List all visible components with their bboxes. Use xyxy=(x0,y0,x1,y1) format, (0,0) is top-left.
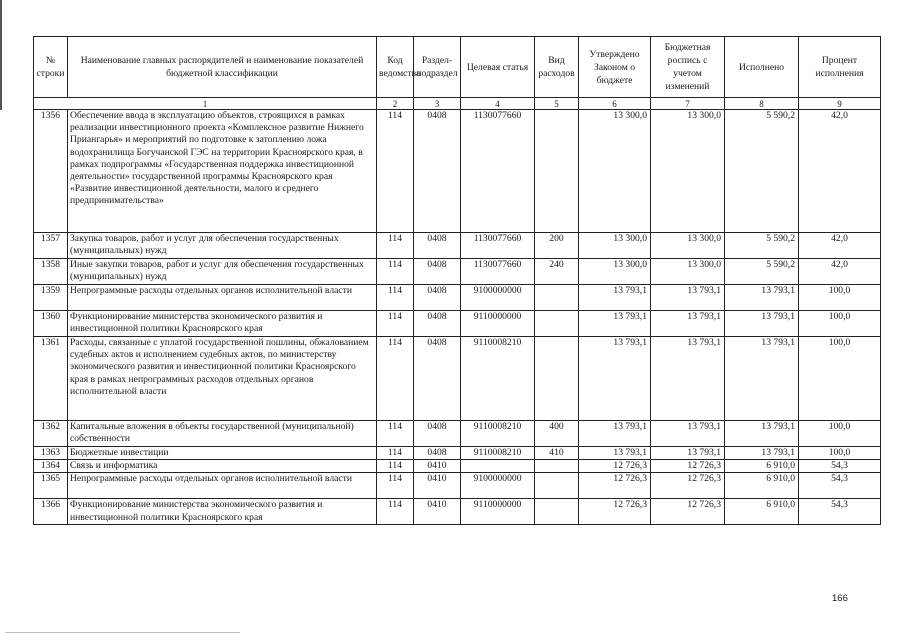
section-code: 0410 xyxy=(414,473,461,499)
roster-amount: 13 793,1 xyxy=(651,285,725,311)
execution-percent: 54,3 xyxy=(799,499,881,525)
section-code: 0408 xyxy=(414,110,461,233)
execution-percent: 100,0 xyxy=(799,285,881,311)
department-code: 114 xyxy=(377,311,414,337)
section-code: 0408 xyxy=(414,311,461,337)
table-row xyxy=(34,499,881,525)
approved-amount: 13 300,0 xyxy=(579,233,651,259)
row-number: 1365 xyxy=(34,473,68,499)
department-code: 114 xyxy=(377,110,414,233)
section-code: 0408 xyxy=(414,421,461,447)
header-executed: Исполнено xyxy=(725,37,799,98)
expense-type: 240 xyxy=(535,259,579,285)
execution-percent: 42,0 xyxy=(799,110,881,233)
roster-amount: 12 726,3 xyxy=(651,473,725,499)
department-code: 114 xyxy=(377,285,414,311)
roster-amount: 13 300,0 xyxy=(651,259,725,285)
executed-amount: 13 793,1 xyxy=(725,285,799,311)
row-number: 1361 xyxy=(34,337,68,421)
expense-type xyxy=(535,499,579,525)
table-row xyxy=(34,337,881,421)
department-code: 114 xyxy=(377,233,414,259)
roster-amount: 13 793,1 xyxy=(651,447,725,460)
section-code: 0408 xyxy=(414,447,461,460)
department-code: 114 xyxy=(377,499,414,525)
execution-percent: 100,0 xyxy=(799,447,881,460)
roster-amount: 12 726,3 xyxy=(651,460,725,473)
approved-amount: 13 793,1 xyxy=(579,311,651,337)
row-number: 1362 xyxy=(34,421,68,447)
table-row xyxy=(34,233,881,259)
target-article: 1130077660 xyxy=(461,233,535,259)
row-number: 1366 xyxy=(34,499,68,525)
approved-amount: 12 726,3 xyxy=(579,473,651,499)
header-expense-type: Вид расходов xyxy=(535,37,579,98)
header-target-article: Целевая статья xyxy=(461,37,535,98)
expense-type xyxy=(535,460,579,473)
table-header-row xyxy=(34,37,881,98)
roster-amount: 13 793,1 xyxy=(651,421,725,447)
execution-percent: 100,0 xyxy=(799,311,881,337)
row-number: 1363 xyxy=(34,447,68,460)
executed-amount: 13 793,1 xyxy=(725,311,799,337)
executed-amount: 6 910,0 xyxy=(725,499,799,525)
page-number: 166 xyxy=(832,593,848,604)
column-number: 3 xyxy=(414,98,461,110)
row-name: Бюджетные инвестиции xyxy=(68,447,377,460)
approved-amount: 13 793,1 xyxy=(579,447,651,460)
executed-amount: 6 910,0 xyxy=(725,473,799,499)
column-number-row xyxy=(34,98,881,110)
approved-amount: 13 793,1 xyxy=(579,337,651,421)
executed-amount: 5 590,2 xyxy=(725,233,799,259)
row-name: Непрограммные расходы отдельных органов исполнительной власти xyxy=(68,473,377,499)
row-name: Закупка товаров, работ и услуг для обеспечения государственных (муниципальных) нужд xyxy=(68,233,377,259)
row-name: Иные закупки товаров, работ и услуг для обеспечения государственных (муниципальных) нужд xyxy=(68,259,377,285)
table-row xyxy=(34,421,881,447)
row-name: Обеспечение ввода в эксплуатацию объектов, строящихся в рамках реализации инвестиционного проекта «Комплексное развитие Нижнего Приангарья» и мероприятий по подготовке к затоплению ложа водохранилища Богучанской ГЭС на территории Красноярского края, в рамках подпрограммы «Государственная поддержка инвестиционной деятельности» государственной программы Красноярского края «Развитие инвестиционной деятельности, малого и среднего предпринимательства» xyxy=(68,110,377,233)
approved-amount: 13 300,0 xyxy=(579,259,651,285)
execution-percent: 54,3 xyxy=(799,473,881,499)
roster-amount: 13 300,0 xyxy=(651,110,725,233)
column-number: 8 xyxy=(725,98,799,110)
row-name: Расходы, связанные с уплатой государственной пошлины, обжалованием судебных актов и исполнением судебных актов, по министерству экономического развития и инвестиционной политики Красноярского края в рамках непрограммных расходов отдельных органов исполнительной власти xyxy=(68,337,377,421)
executed-amount: 13 793,1 xyxy=(725,421,799,447)
section-code: 0410 xyxy=(414,499,461,525)
executed-amount: 5 590,2 xyxy=(725,259,799,285)
expense-type xyxy=(535,337,579,421)
column-number: 9 xyxy=(799,98,881,110)
department-code: 114 xyxy=(377,259,414,285)
header-department-code: Код ведомства xyxy=(377,37,414,98)
approved-amount: 13 300,0 xyxy=(579,110,651,233)
executed-amount: 6 910,0 xyxy=(725,460,799,473)
target-article: 1130077660 xyxy=(461,259,535,285)
row-name: Капитальные вложения в объекты государственной (муниципальной) собственности xyxy=(68,421,377,447)
section-code: 0408 xyxy=(414,233,461,259)
table-row xyxy=(34,259,881,285)
expense-type xyxy=(535,311,579,337)
department-code: 114 xyxy=(377,473,414,499)
roster-amount: 13 300,0 xyxy=(651,233,725,259)
approved-amount: 13 793,1 xyxy=(579,421,651,447)
row-number: 1358 xyxy=(34,259,68,285)
header-name: Наименование главных распорядителей и наименование показателей бюджетной классификации xyxy=(68,37,377,98)
column-number: 6 xyxy=(579,98,651,110)
target-article: 9110000000 xyxy=(461,499,535,525)
column-number: 4 xyxy=(461,98,535,110)
column-number: 2 xyxy=(377,98,414,110)
executed-amount: 13 793,1 xyxy=(725,337,799,421)
department-code: 114 xyxy=(377,421,414,447)
column-number: 7 xyxy=(651,98,725,110)
scan-margin-line xyxy=(0,0,2,110)
header-section: Раздел-подраздел xyxy=(414,37,461,98)
row-name: Связь и информатика xyxy=(68,460,377,473)
table-row xyxy=(34,285,881,311)
table-row xyxy=(34,110,881,233)
approved-amount: 13 793,1 xyxy=(579,285,651,311)
expense-type xyxy=(535,110,579,233)
department-code: 114 xyxy=(377,447,414,460)
target-article: 9110000000 xyxy=(461,311,535,337)
row-number: 1356 xyxy=(34,110,68,233)
header-percent: Процент исполнения xyxy=(799,37,881,98)
section-code: 0408 xyxy=(414,285,461,311)
target-article: 9110008210 xyxy=(461,447,535,460)
row-name: Функционирование министерства экономического развития и инвестиционной политики Красноярского края xyxy=(68,311,377,337)
target-article: 9100000000 xyxy=(461,473,535,499)
executed-amount: 13 793,1 xyxy=(725,447,799,460)
budget-execution-table xyxy=(33,36,881,525)
target-article xyxy=(461,460,535,473)
execution-percent: 100,0 xyxy=(799,421,881,447)
target-article: 1130077660 xyxy=(461,110,535,233)
execution-percent: 100,0 xyxy=(799,337,881,421)
approved-amount: 12 726,3 xyxy=(579,499,651,525)
expense-type xyxy=(535,285,579,311)
expense-type: 410 xyxy=(535,447,579,460)
table-row xyxy=(34,447,881,460)
table-row xyxy=(34,473,881,499)
roster-amount: 12 726,3 xyxy=(651,499,725,525)
column-number: 5 xyxy=(535,98,579,110)
row-number: 1357 xyxy=(34,233,68,259)
row-number: 1360 xyxy=(34,311,68,337)
approved-amount: 12 726,3 xyxy=(579,460,651,473)
expense-type: 200 xyxy=(535,233,579,259)
expense-type: 400 xyxy=(535,421,579,447)
department-code: 114 xyxy=(377,337,414,421)
section-code: 0408 xyxy=(414,337,461,421)
row-number: 1359 xyxy=(34,285,68,311)
roster-amount: 13 793,1 xyxy=(651,337,725,421)
department-code: 114 xyxy=(377,460,414,473)
target-article: 9110008210 xyxy=(461,421,535,447)
section-code: 0408 xyxy=(414,259,461,285)
roster-amount: 13 793,1 xyxy=(651,311,725,337)
row-name: Функционирование министерства экономического развития и инвестиционной политики Красноярского края xyxy=(68,499,377,525)
table-row xyxy=(34,311,881,337)
row-name: Непрограммные расходы отдельных органов исполнительной власти xyxy=(68,285,377,311)
header-row-number: № строки xyxy=(34,37,68,98)
row-number: 1364 xyxy=(34,460,68,473)
header-budget-roster: Бюджетная роспись с учетом изменений xyxy=(651,37,725,98)
header-approved: Утверждено Законом о бюджете xyxy=(579,37,651,98)
execution-percent: 42,0 xyxy=(799,233,881,259)
scan-artifact-line xyxy=(5,632,240,633)
table-row xyxy=(34,460,881,473)
target-article: 9100000000 xyxy=(461,285,535,311)
budget-table-sheet xyxy=(33,36,881,525)
expense-type xyxy=(535,473,579,499)
execution-percent: 42,0 xyxy=(799,259,881,285)
section-code: 0410 xyxy=(414,460,461,473)
target-article: 9110008210 xyxy=(461,337,535,421)
executed-amount: 5 590,2 xyxy=(725,110,799,233)
column-number: 1 xyxy=(34,98,377,110)
execution-percent: 54,3 xyxy=(799,460,881,473)
